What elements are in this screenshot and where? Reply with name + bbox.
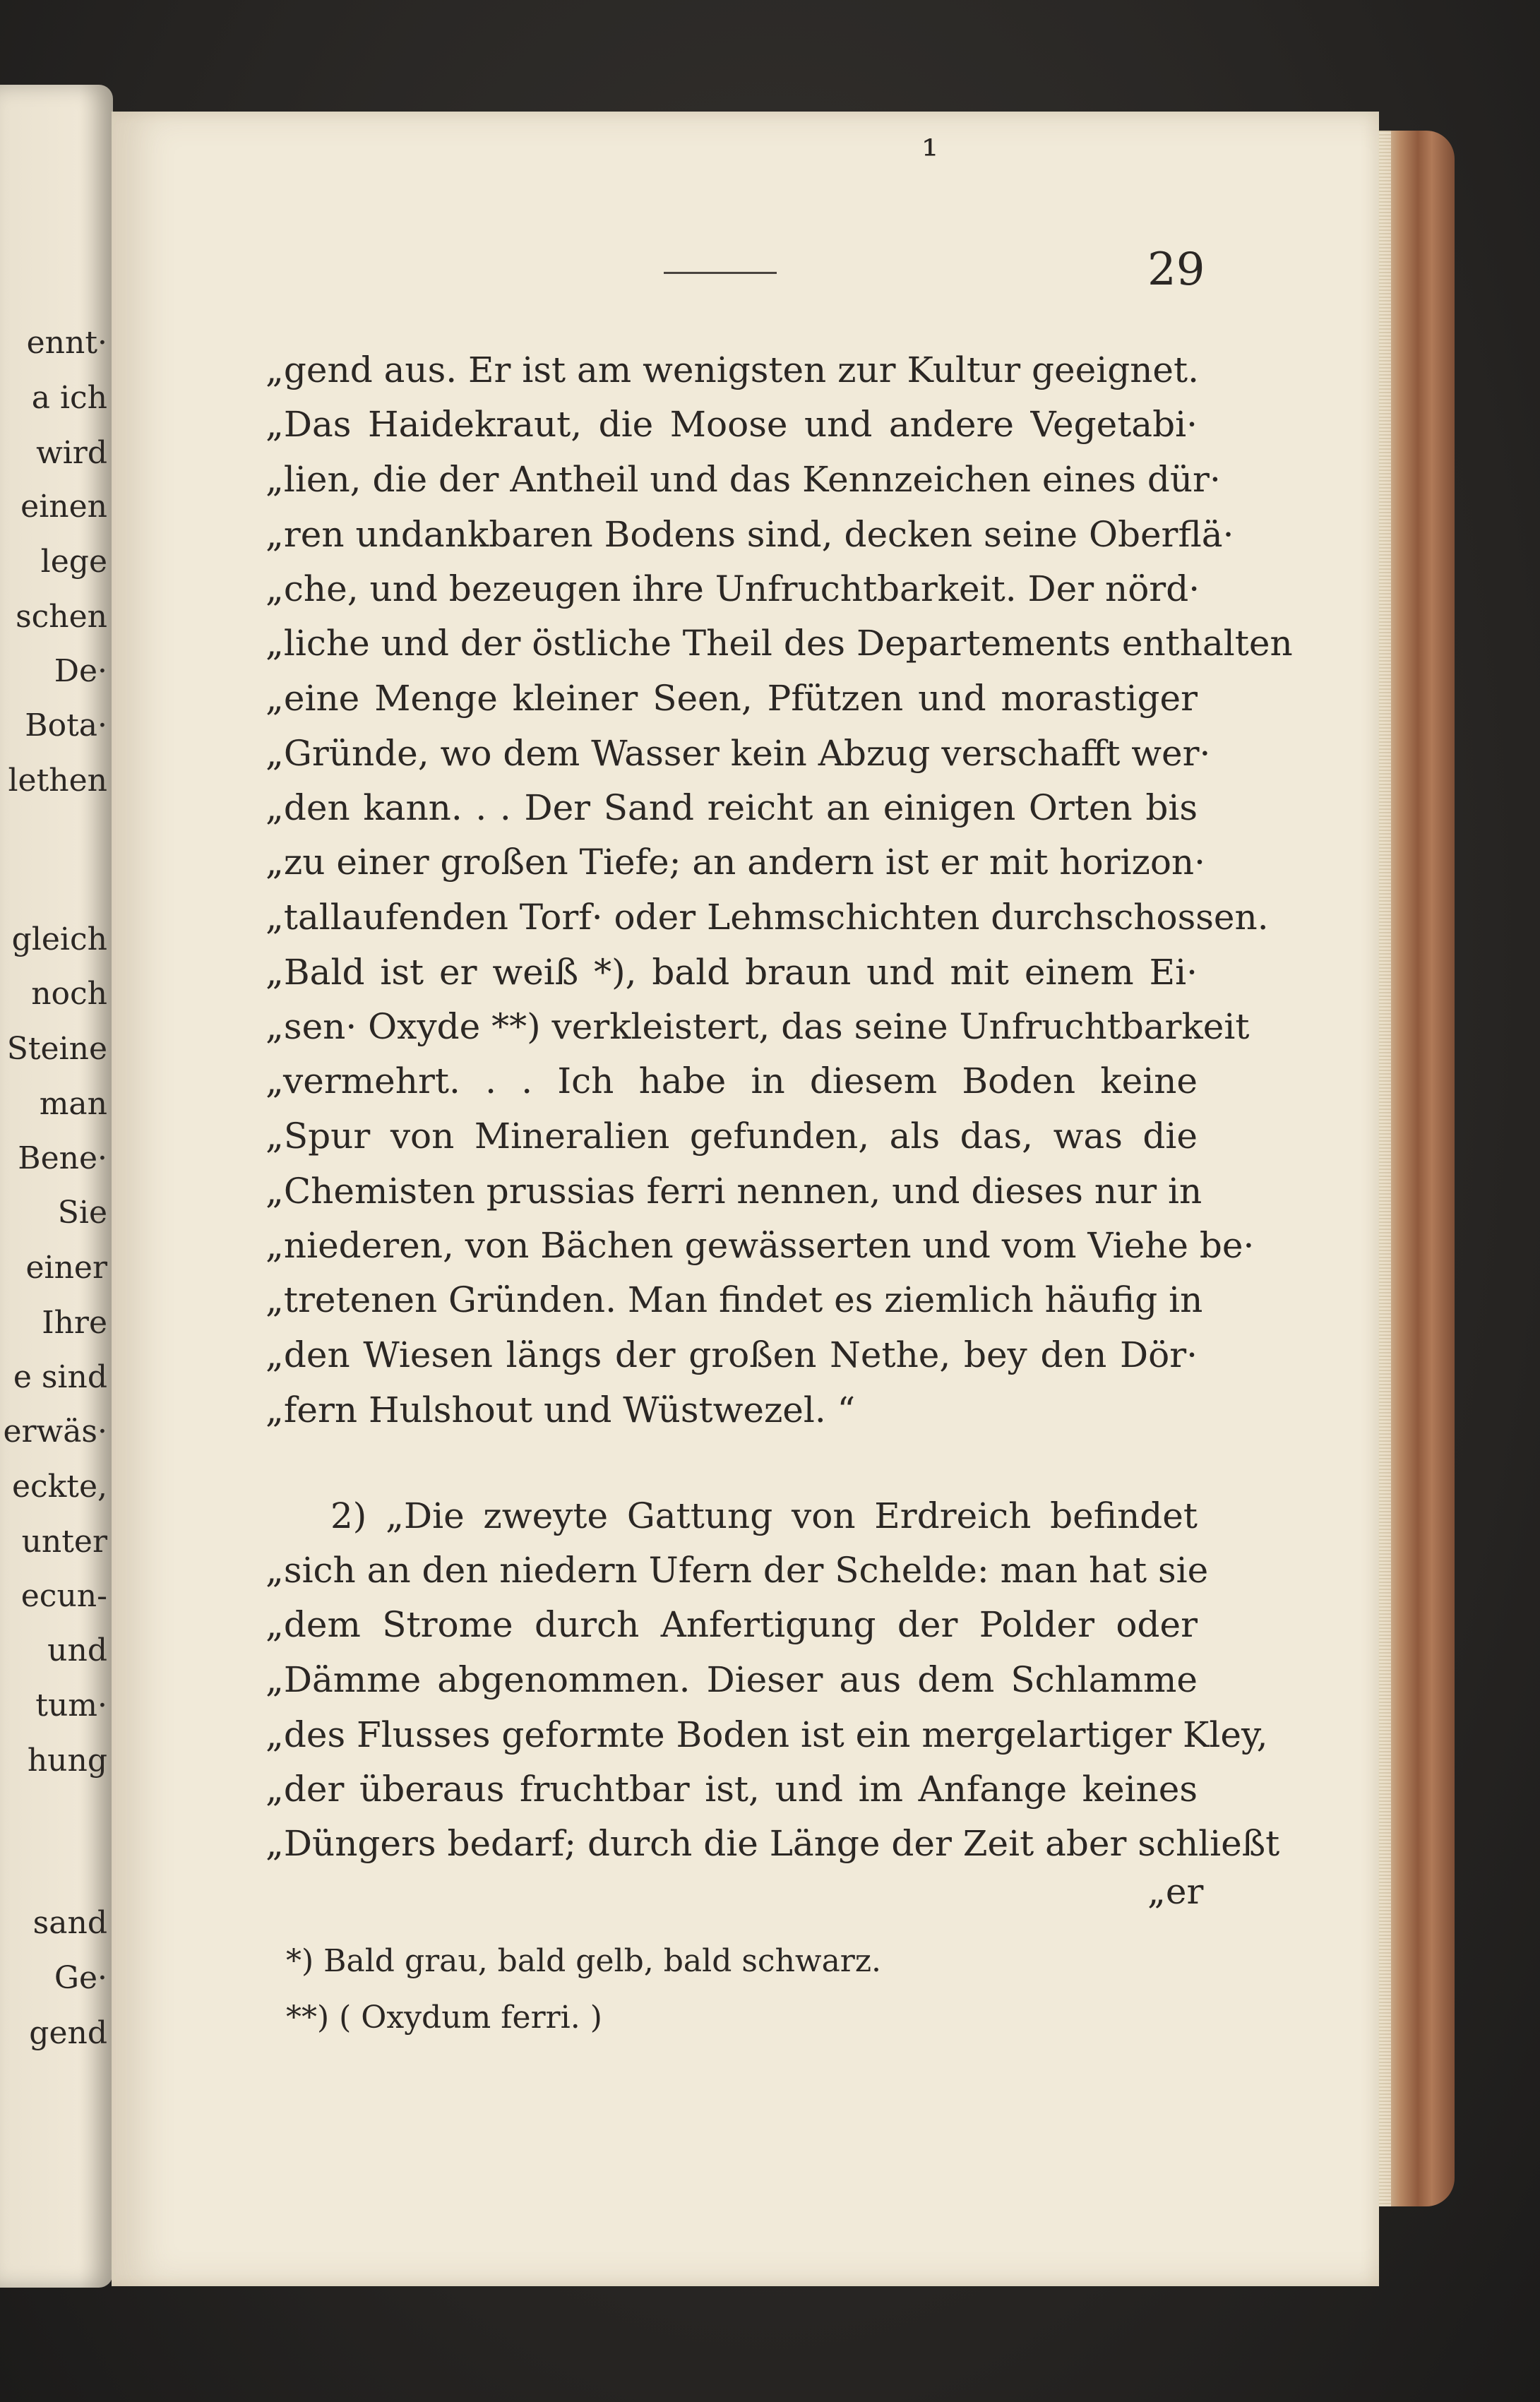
- left-page-fragment: Ge·: [54, 1960, 107, 1996]
- text-line: „niederen, von Bächen gewässerten und vom Viehe be·: [265, 1225, 1255, 1266]
- catchword: „er: [1147, 1871, 1204, 1912]
- text-line: „Dämme abgenommen. Dieser aus dem Schlamme: [265, 1659, 1198, 1700]
- left-page-fragment: Sie: [57, 1195, 107, 1231]
- left-page-fragment: Steine: [6, 1031, 107, 1067]
- left-page-fragment: erwäs·: [3, 1414, 107, 1450]
- left-page-fragment: hung: [27, 1743, 107, 1779]
- left-page-fragment: lege: [40, 544, 107, 580]
- page-edge-lines: [1377, 131, 1391, 2206]
- text-line: „sen· Oxyde **) verkleistert, das seine Unfruchtbarkeit: [265, 1006, 1250, 1047]
- text-line: „Bald ist er weiß *), bald braun und mit einem Ei·: [265, 952, 1198, 993]
- left-page: [0, 85, 113, 2288]
- text-line: „Das Haidekraut, die Moose und andere Vegetabi·: [265, 404, 1198, 445]
- left-page-fragment: einer: [25, 1250, 107, 1286]
- text-line: „ren undankbaren Bodens sind, decken seine Oberflä·: [265, 514, 1234, 555]
- left-page-fragment: a ich: [31, 380, 107, 416]
- left-page-fragment: unter: [21, 1524, 107, 1560]
- left-page-fragment: schen: [16, 599, 107, 635]
- text-line: „eine Menge kleiner Seen, Pfützen und morastiger: [265, 678, 1198, 719]
- text-line: „Chemisten prussias ferri nennen, und dieses nur in: [265, 1171, 1202, 1212]
- header-rule: [664, 272, 777, 274]
- left-page-fragment: und: [47, 1632, 107, 1668]
- text-line: „des Flusses geformte Boden ist ein mergelartiger Kley,: [265, 1714, 1268, 1755]
- text-line: „tretenen Gründen. Man findet es ziemlich häufig in: [265, 1279, 1203, 1320]
- left-page-fragment: gleich: [11, 921, 107, 957]
- footnote: *) Bald grau, bald gelb, bald schwarz.: [286, 1943, 882, 1979]
- text-line: „fern Hulshout und Wüstwezel. “: [265, 1390, 856, 1430]
- left-page-fragment: lethen: [8, 763, 107, 799]
- text-line: „zu einer großen Tiefe; an andern ist er mit horizon·: [265, 842, 1206, 883]
- text-line: „tallaufenden Torf· oder Lehmschichten durchschossen.: [265, 897, 1269, 938]
- left-page-fragment: e sind: [13, 1359, 107, 1395]
- text-line: „liche und der östliche Theil des Departements enthalten: [265, 623, 1293, 664]
- top-mark: ¹: [921, 131, 939, 180]
- left-page-fragment: ennt·: [26, 325, 107, 361]
- footnote: **) ( Oxydum ferri. ): [286, 2000, 602, 2036]
- text-line: „vermehrt. . . Ich habe in diesem Boden keine: [265, 1060, 1198, 1101]
- left-page-fragment: ecun-: [20, 1578, 107, 1614]
- text-line: „den kann. . . Der Sand reicht an einigen Orten bis: [265, 787, 1198, 828]
- text-line: 2) „Die zweyte Gattung von Erdreich befindet: [330, 1495, 1198, 1536]
- text-line: „gend aus. Er ist am wenigsten zur Kultur geeignet.: [265, 349, 1199, 390]
- text-line: „Düngers bedarf; durch die Länge der Zeit aber schließt: [265, 1823, 1280, 1864]
- left-page-fragment: einen: [20, 489, 107, 525]
- text-line: „den Wiesen längs der großen Nethe, bey den Dör·: [265, 1334, 1198, 1375]
- text-line: „lien, die der Antheil und das Kennzeichen eines dür·: [265, 459, 1221, 500]
- left-page-fragment: Ihre: [42, 1305, 107, 1341]
- left-page-fragment: eckte,: [11, 1469, 107, 1505]
- text-line: „Gründe, wo dem Wasser kein Abzug verschafft wer·: [265, 733, 1211, 774]
- left-page-fragment: tum·: [35, 1687, 107, 1723]
- page-number: 29: [1147, 244, 1205, 296]
- left-page-fragment: wird: [36, 435, 107, 471]
- text-line: „der überaus fruchtbar ist, und im Anfange keines: [265, 1769, 1198, 1810]
- left-page-fragment: man: [39, 1086, 107, 1122]
- left-page-fragment: gend: [29, 2015, 107, 2051]
- text-line: „sich an den niedern Ufern der Schelde: man hat sie: [265, 1550, 1209, 1591]
- left-page-fragment: Bota·: [25, 707, 107, 743]
- left-page-fragment: Bene·: [18, 1140, 107, 1176]
- left-page-fragment: De·: [54, 653, 107, 689]
- text-line: „Spur von Mineralien gefunden, als das, was die: [265, 1116, 1198, 1157]
- left-page-fragment: sand: [32, 1905, 107, 1941]
- text-line: „dem Strome durch Anfertigung der Polder oder: [265, 1604, 1198, 1645]
- text-line: „che, und bezeugen ihre Unfruchtbarkeit. Der nörd·: [265, 568, 1200, 609]
- left-page-fragment: noch: [31, 976, 107, 1012]
